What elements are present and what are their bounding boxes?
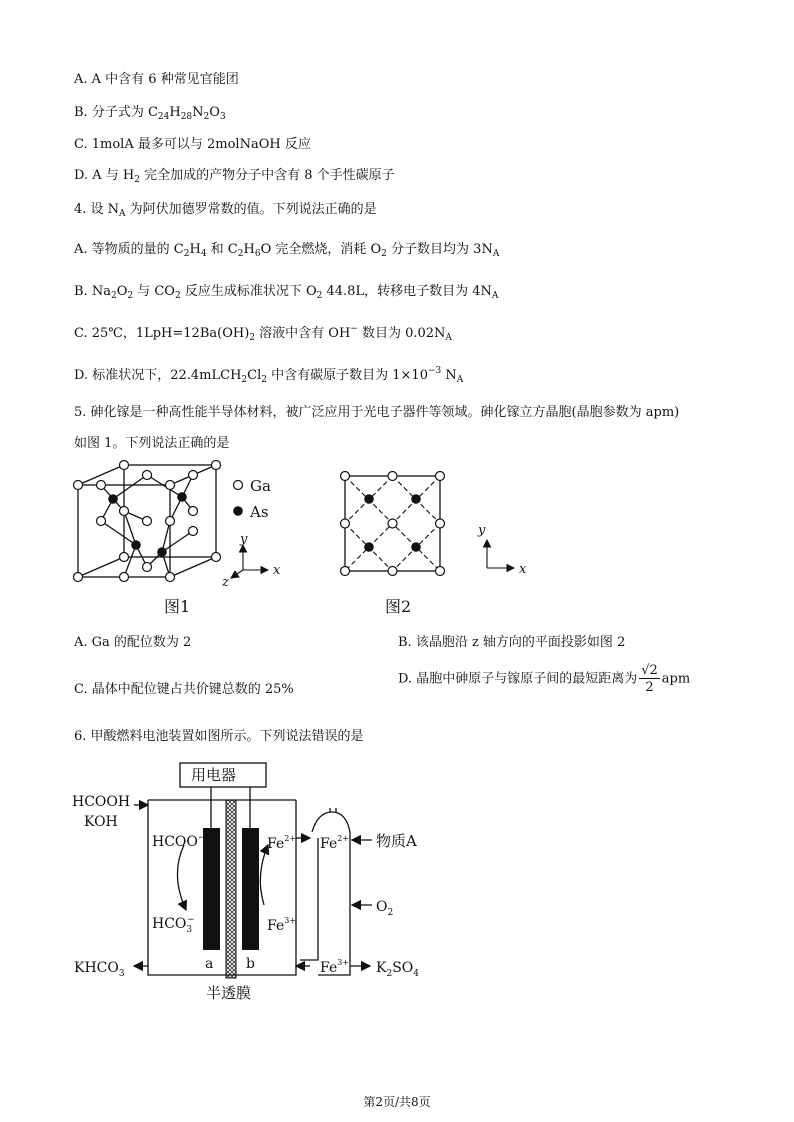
semipermeable-membrane [226,800,236,978]
text: H [169,105,181,120]
text: O 完全燃烧，消耗 O [260,242,382,257]
text: C. 25℃，1LpH=12Ba(OH) [74,326,250,341]
sub: 2 [174,291,181,301]
t: Fe [267,918,285,934]
page-footer: 第2页/共8页 [363,1095,431,1109]
sup: − [350,324,358,334]
q3-option-a: A. A 中含有 6 种常见官能团 [74,72,239,87]
sub: 6 [254,249,261,259]
t: 3 [186,925,193,935]
t: 2 [386,969,393,979]
fe2-ion-inner [267,834,296,852]
membrane-label: 半透膜 [206,984,252,1002]
text: H [243,242,255,257]
sub: 2 [381,249,387,259]
text: 为阿伏加德罗常数的值。下列说法正确的是 [125,202,377,217]
t: HCO [152,916,187,932]
electrode-b-label: b [246,956,255,972]
text: 反应生成标准状况下 O [180,284,317,299]
text: 和 C [206,242,238,257]
t: Fe [320,836,338,852]
axis-z-label: z [222,575,229,590]
fe2-ion-outer [320,834,349,852]
text: 44.8L，转移电子数目为 4N [322,284,492,299]
sub: A [456,375,464,385]
axis-y-label-2: y [478,523,486,538]
t: Fe [267,836,285,852]
axes-figure-2 [487,540,514,568]
fraction [639,664,660,694]
text: N [192,105,204,120]
q3-option-c: C. 1molA 最多可以与 2molNaOH 反应 [74,137,311,152]
text: O [209,105,220,120]
electrode-b [242,828,259,950]
electrode-a-label: a [205,956,214,972]
q5-option-b: B. 该晶胞沿 z 轴方向的平面投影如图 2 [398,635,626,650]
legend-ga-marker [234,481,243,490]
sub: 3 [219,112,226,122]
substance-a-label: 物质A [376,832,417,850]
text: 与 CO [133,284,175,299]
axes-figure-1 [231,545,268,578]
sub: 2 [261,375,267,385]
axis-x-label-1: x [273,563,281,578]
sub: 2 [237,249,244,259]
sub: 2 [241,375,248,385]
q5-option-c: C. 晶体中配位键占共价键总数的 25% [74,682,294,697]
figure-1-caption: 图1 [164,597,191,616]
text: 4. 设 N [74,202,120,217]
legend-ga-label: Ga [250,477,271,495]
t: 2+ [284,834,297,843]
text: H [189,242,201,257]
hco3-ion [152,915,195,935]
t: 3+ [337,958,350,967]
text: 中含有碳原子数目为 1×10 [267,368,428,383]
t: 3 [118,969,125,979]
text: Cl [247,368,262,383]
sub: A [445,333,452,343]
sub: 2 [316,291,323,301]
text: A. 等物质的量的 C [74,242,184,257]
inlet-koh: KOH [84,814,118,830]
axis-y-label-1: y [240,532,248,547]
o2-label [376,899,393,918]
text: 分子数目均为 3N [386,242,493,257]
sub: 2 [110,291,117,301]
outlet-khco3 [74,960,125,979]
q5-option-a: A. Ga 的配位数为 2 [74,635,192,650]
text: 完全加成的产物分子中含有 8 个手性碳原子 [139,168,395,183]
projection-figure-2 [341,472,445,576]
t: − [187,915,195,925]
t: KHCO [74,960,119,976]
sub: A [119,209,126,219]
figure-2-caption: 图2 [385,597,412,616]
text: B. Na [74,284,111,299]
text: D. 晶胞中砷原子与镓原子间的最短距离为 [398,671,638,687]
numerator: √2 [641,663,658,678]
t: HCOO [152,834,198,850]
hcoo-ion [152,833,205,850]
q5-option-d [398,664,690,694]
sub: 28 [180,112,193,122]
inlet-hcooh: HCOOH [72,794,131,810]
text: D. A 与 H [74,168,135,183]
legend-as-marker [233,506,243,516]
device-label: 用电器 [191,766,237,784]
text: apm [661,671,691,687]
sub: 2 [249,333,256,343]
k2so4-label [376,960,419,979]
q6-stem: 6. 甲酸燃料电池装置如图所示。下列说法错误的是 [74,729,364,744]
text: 数目为 0.02N [357,326,446,341]
sub: A [492,249,500,259]
sub: 2 [203,112,210,122]
t: O [376,899,388,915]
axis-x-label-2: x [519,562,527,577]
text: O [116,284,128,299]
t: 2 [387,908,394,918]
q5-stem-line2: 如图 1。下列说法正确的是 [74,436,230,451]
ga-atoms [74,461,221,582]
sub: A [491,291,499,301]
q5-stem-line1: 5. 砷化镓是一种高性能半导体材料，被广泛应用于光电子器件等领域。砷化镓立方晶胞(晶胞参数为 apm) [74,405,680,420]
sub: 24 [157,112,170,122]
text: D. 标准状况下，22.4mLCH [74,368,242,383]
t: K [376,960,387,976]
t: Fe [320,960,338,976]
fe3-ion-inner [267,916,296,934]
denominator: 2 [645,680,654,695]
fe3-ion-outer [320,958,349,976]
sub: 2 [127,291,134,301]
text: B. 分子式为 C [74,105,158,120]
t: 3+ [284,916,297,925]
electrode-a [203,828,220,950]
t: SO [392,960,414,976]
sub: 4 [200,249,207,259]
t: 2+ [337,834,350,843]
sub: 2 [183,249,190,259]
text: N [441,368,457,383]
legend-as-label: As [250,503,269,521]
sub: 2 [134,175,140,185]
t: 4 [413,969,420,979]
sup: −3 [427,366,442,376]
text: 溶液中含有 OH [255,326,351,341]
t: − [197,833,206,843]
